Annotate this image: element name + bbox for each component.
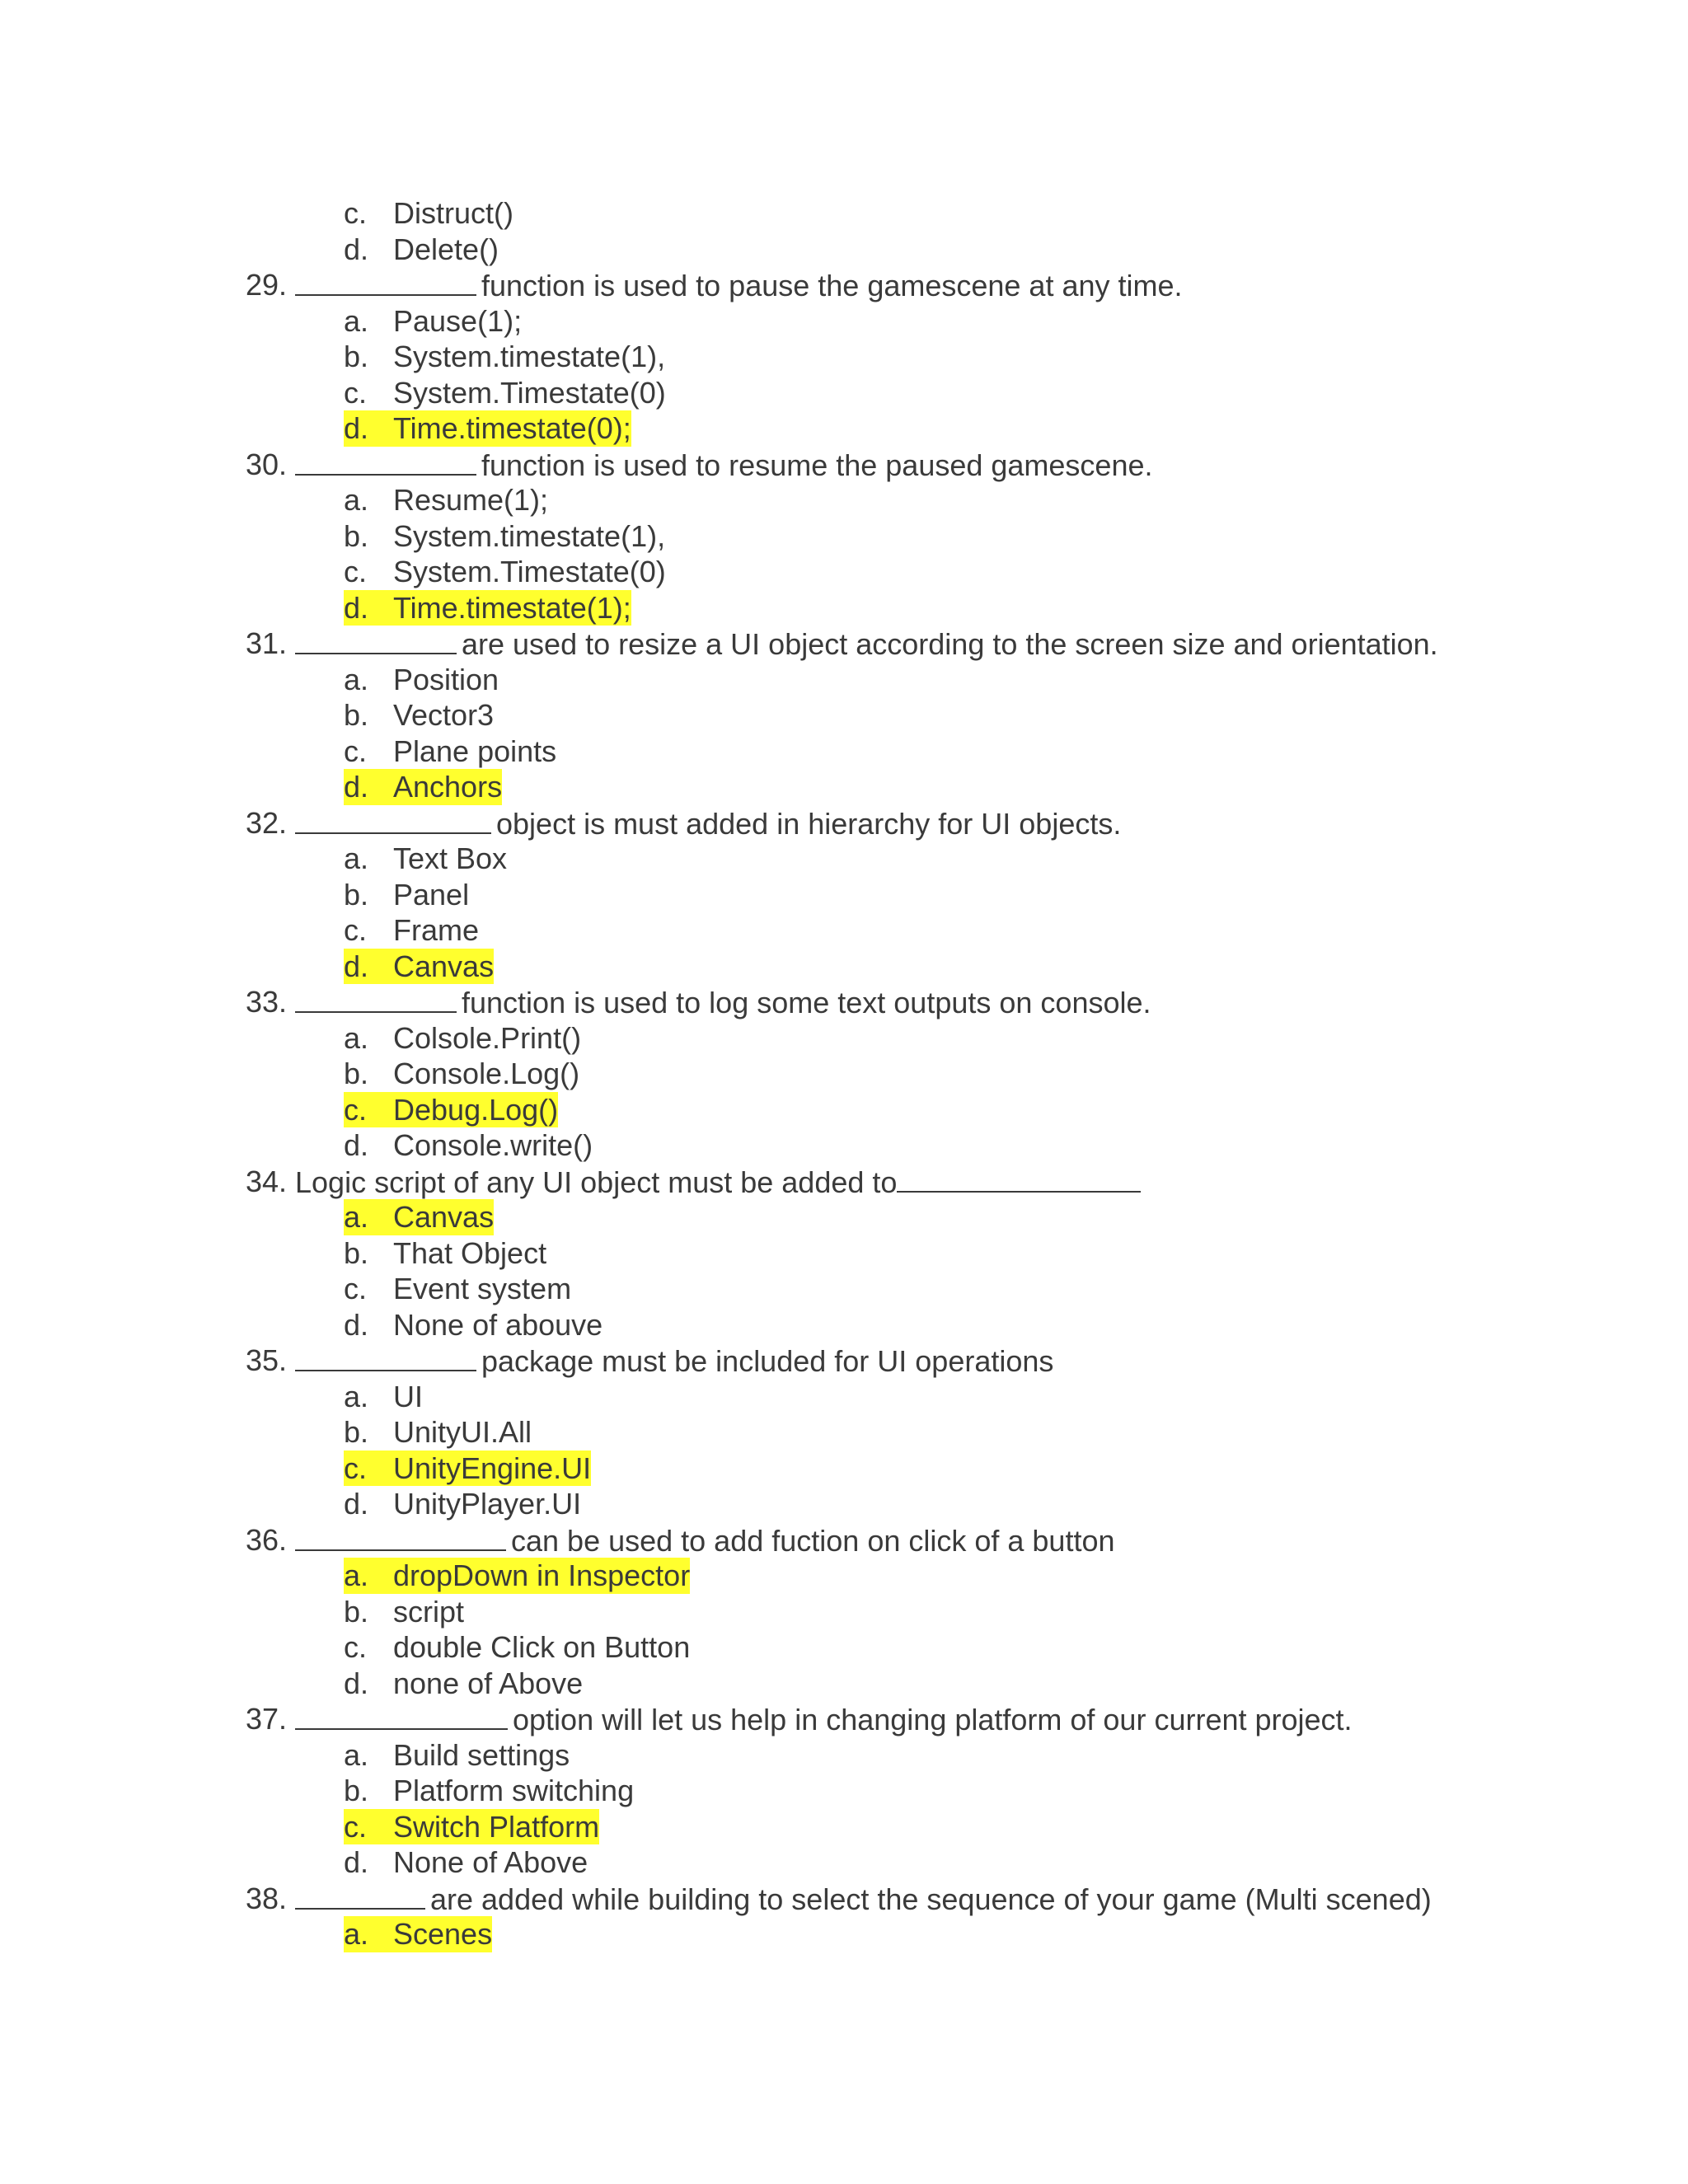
option-text: Plane points — [393, 733, 557, 768]
option — [344, 841, 507, 877]
question-stem: Logic script of any UI object must be added to — [295, 1165, 898, 1199]
question-stem: function is used to resume the paused gamescene. — [481, 448, 1153, 482]
option-letter: d. — [344, 949, 369, 983]
option-letter: a. — [344, 1558, 369, 1592]
option-text: Canvas — [393, 949, 495, 983]
option-text: Debug.Log() — [393, 1092, 559, 1127]
option-letter: b. — [344, 1774, 369, 1807]
option-letter: a. — [344, 662, 369, 696]
option-text: Scenes — [393, 1917, 493, 1951]
option-text: Time.timestate(0); — [393, 411, 631, 445]
option-letter: d. — [344, 590, 369, 625]
correct-option-highlight — [344, 1916, 492, 1952]
option-text: None of abouve — [393, 1307, 603, 1342]
answer-blank — [295, 1522, 506, 1551]
option-text: Colsole.Print() — [393, 1020, 582, 1055]
question-line — [0, 805, 1688, 841]
option — [344, 877, 469, 913]
option-text: dropDown in Inspector — [393, 1558, 691, 1592]
option-letter: c. — [344, 555, 368, 588]
option-letter: a. — [344, 841, 369, 875]
option-letter: d. — [344, 1128, 369, 1162]
option-text: Platform switching — [393, 1774, 635, 1807]
option — [344, 1271, 571, 1307]
option-letter: d. — [344, 770, 369, 804]
correct-option-highlight — [344, 1092, 558, 1128]
option — [344, 912, 479, 949]
answer-blank — [295, 267, 476, 296]
question-line — [0, 1701, 1688, 1737]
question-number: 33. — [246, 985, 288, 1019]
option-line — [0, 1127, 1688, 1164]
question-text — [295, 984, 1151, 1021]
option — [344, 1594, 464, 1630]
option — [344, 1844, 588, 1881]
option — [344, 518, 665, 555]
option — [344, 1056, 579, 1092]
option — [344, 733, 556, 770]
option-line — [0, 375, 1688, 411]
option-letter: b. — [344, 877, 369, 912]
option — [344, 697, 494, 733]
option-text: System.timestate(1), — [393, 340, 666, 373]
question-stem: package must be included for UI operations — [481, 1344, 1054, 1378]
option-letter: c. — [344, 913, 368, 947]
question-line — [0, 267, 1688, 303]
option — [344, 1307, 603, 1343]
option — [344, 1666, 583, 1702]
option-letter: d. — [344, 1666, 369, 1700]
option-text: double Click on Button — [393, 1630, 691, 1664]
option-line — [0, 518, 1688, 555]
option-text: Panel — [393, 877, 470, 912]
option-line — [0, 1199, 1688, 1235]
option-text: None of Above — [393, 1845, 588, 1879]
option-text: Pause(1); — [393, 303, 523, 338]
answer-blank — [295, 984, 457, 1013]
option-text: Text Box — [393, 841, 508, 875]
question-line — [0, 1881, 1688, 1917]
question-text — [295, 267, 1183, 304]
answer-blank — [295, 805, 491, 834]
option-letter: a. — [344, 1020, 369, 1055]
question-text — [295, 626, 1438, 663]
option-text: Time.timestate(1); — [393, 590, 631, 625]
question-stem: function is used to log some text outputs on console. — [462, 986, 1151, 1019]
answer-blank — [295, 1343, 476, 1371]
option-line — [0, 554, 1688, 590]
question-number: 32. — [246, 805, 288, 840]
option-line — [0, 841, 1688, 877]
option-text: UnityUI.All — [393, 1415, 532, 1449]
option-text: UnityPlayer.UI — [393, 1487, 582, 1521]
option-letter: a. — [344, 1737, 369, 1772]
option-line — [0, 339, 1688, 375]
question-line — [0, 1164, 1688, 1200]
question-stem: are used to resize a UI object according to the screen size and orientation. — [462, 627, 1438, 661]
option-text: UI — [393, 1379, 423, 1413]
option — [344, 1486, 581, 1522]
option — [344, 1020, 581, 1057]
option-text: Vector3 — [393, 698, 495, 732]
question-stem: are added while building to select the sequence of your game (Multi scened) — [430, 1882, 1432, 1916]
option-line — [0, 733, 1688, 770]
question-text — [295, 1343, 1053, 1380]
option-line — [0, 1773, 1688, 1809]
option-line — [0, 662, 1688, 698]
question-number: 31. — [246, 626, 288, 660]
question-number: 36. — [246, 1522, 288, 1557]
question-text — [295, 447, 1153, 484]
option-text: none of Above — [393, 1666, 584, 1700]
option-line — [0, 1020, 1688, 1057]
option-line — [0, 1629, 1688, 1666]
option-letter: c. — [344, 375, 368, 410]
option-line — [0, 1307, 1688, 1343]
question-number: 37. — [246, 1702, 288, 1736]
correct-option-highlight — [344, 590, 631, 626]
correct-option-highlight — [344, 1558, 690, 1594]
question-stem: object is must added in hierarchy for UI objects. — [496, 806, 1122, 841]
correct-option-highlight — [344, 1451, 591, 1487]
option-letter: c. — [344, 1092, 368, 1127]
option-letter: b. — [344, 340, 369, 373]
option-line — [0, 1271, 1688, 1307]
option-text: System.timestate(1), — [393, 518, 666, 553]
answer-blank — [295, 626, 457, 654]
option-line — [0, 1666, 1688, 1702]
question-line — [0, 984, 1688, 1020]
option-line — [0, 1092, 1688, 1128]
option-line — [0, 1451, 1688, 1487]
option-text: Event system — [393, 1272, 572, 1305]
option-text: Canvas — [393, 1200, 495, 1234]
question-line — [0, 447, 1688, 483]
option-line — [0, 1235, 1688, 1272]
document-page — [0, 195, 1688, 1952]
option — [344, 232, 499, 268]
option-line — [0, 1809, 1688, 1845]
option-text: That Object — [393, 1235, 547, 1270]
option-text: Anchors — [393, 770, 503, 804]
answer-blank — [295, 1701, 508, 1730]
option-line — [0, 912, 1688, 949]
question-text — [295, 1701, 1353, 1738]
option-text: Distruct() — [393, 196, 513, 230]
option-letter: b. — [344, 698, 369, 732]
option-text: UnityEngine.UI — [393, 1451, 592, 1485]
option-text: Delete() — [393, 232, 499, 266]
option — [344, 1235, 546, 1272]
option-letter: b. — [344, 1415, 369, 1449]
option-line — [0, 1414, 1688, 1451]
option-letter: d. — [344, 1845, 369, 1879]
option-letter: b. — [344, 1235, 369, 1270]
option-line — [0, 195, 1688, 232]
option-line — [0, 1379, 1688, 1415]
option — [344, 1379, 423, 1415]
option-text: System.Timestate(0) — [393, 555, 666, 588]
option — [344, 482, 548, 518]
option-letter: c. — [344, 1451, 368, 1485]
option — [344, 1629, 690, 1666]
option-text: Frame — [393, 913, 480, 947]
option-text: Position — [393, 662, 499, 696]
answer-blank — [897, 1164, 1141, 1193]
option-letter: b. — [344, 518, 369, 553]
question-text — [295, 805, 1121, 842]
option-letter: d. — [344, 411, 369, 445]
option-letter: d. — [344, 1487, 369, 1521]
question-stem: function is used to pause the gamescene at any time. — [481, 269, 1183, 302]
option-line — [0, 1844, 1688, 1881]
option-letter: a. — [344, 303, 369, 338]
option-line — [0, 1594, 1688, 1630]
option-line — [0, 697, 1688, 733]
option-letter: a. — [344, 1200, 369, 1234]
option — [344, 554, 666, 590]
question-text — [295, 1881, 1432, 1918]
option-letter: a. — [344, 1917, 369, 1951]
option-line — [0, 232, 1688, 268]
question-stem: option will let us help in changing platform of our current project. — [513, 1703, 1353, 1736]
option-text: script — [393, 1594, 465, 1629]
option — [344, 1414, 532, 1451]
option-line — [0, 1737, 1688, 1774]
option — [344, 1737, 570, 1774]
option-letter: a. — [344, 483, 369, 517]
correct-option-highlight — [344, 949, 494, 985]
option-line — [0, 482, 1688, 518]
option-line — [0, 949, 1688, 985]
question-text — [295, 1164, 1146, 1201]
option-letter: c. — [344, 733, 368, 768]
correct-option-highlight — [344, 1199, 494, 1235]
option-line — [0, 410, 1688, 447]
option-letter: b. — [344, 1594, 369, 1629]
option — [344, 662, 499, 698]
option-letter: a. — [344, 1379, 369, 1413]
option-text: Switch Platform — [393, 1809, 600, 1844]
answer-blank — [295, 447, 476, 476]
question-number: 38. — [246, 1881, 288, 1915]
option — [344, 1127, 593, 1164]
option — [344, 339, 665, 375]
option-line — [0, 1056, 1688, 1092]
option-line — [0, 590, 1688, 626]
option-text: Build settings — [393, 1737, 570, 1772]
correct-option-highlight — [344, 410, 631, 447]
option-letter: c. — [344, 1272, 368, 1305]
option-text: Resume(1); — [393, 483, 549, 517]
option-line — [0, 877, 1688, 913]
option-letter: c. — [344, 196, 368, 230]
option-line — [0, 1486, 1688, 1522]
option-text: Console.write() — [393, 1128, 593, 1162]
answer-blank — [295, 1881, 425, 1910]
option-letter: c. — [344, 1809, 368, 1844]
question-line — [0, 626, 1688, 662]
option — [344, 303, 522, 340]
question-number: 30. — [246, 447, 288, 481]
option-letter: b. — [344, 1057, 369, 1090]
question-number: 29. — [246, 268, 288, 302]
option-line — [0, 1916, 1688, 1952]
question-text — [295, 1522, 1115, 1559]
question-stem: can be used to add fuction on click of a button — [511, 1523, 1115, 1558]
correct-option-highlight — [344, 1809, 599, 1845]
question-line — [0, 1343, 1688, 1379]
option-letter: d. — [344, 232, 369, 266]
option — [344, 375, 666, 411]
question-number: 35. — [246, 1343, 288, 1377]
option — [344, 195, 513, 232]
question-number: 34. — [246, 1164, 288, 1198]
option-text: Console.Log() — [393, 1057, 580, 1090]
question-line — [0, 1522, 1688, 1558]
option-letter: d. — [344, 1307, 369, 1342]
option-line — [0, 1558, 1688, 1594]
option-letter: c. — [344, 1630, 368, 1664]
option-text: System.Timestate(0) — [393, 375, 666, 410]
option — [344, 1773, 634, 1809]
option-line — [0, 303, 1688, 340]
correct-option-highlight — [344, 769, 502, 805]
option-line — [0, 769, 1688, 805]
